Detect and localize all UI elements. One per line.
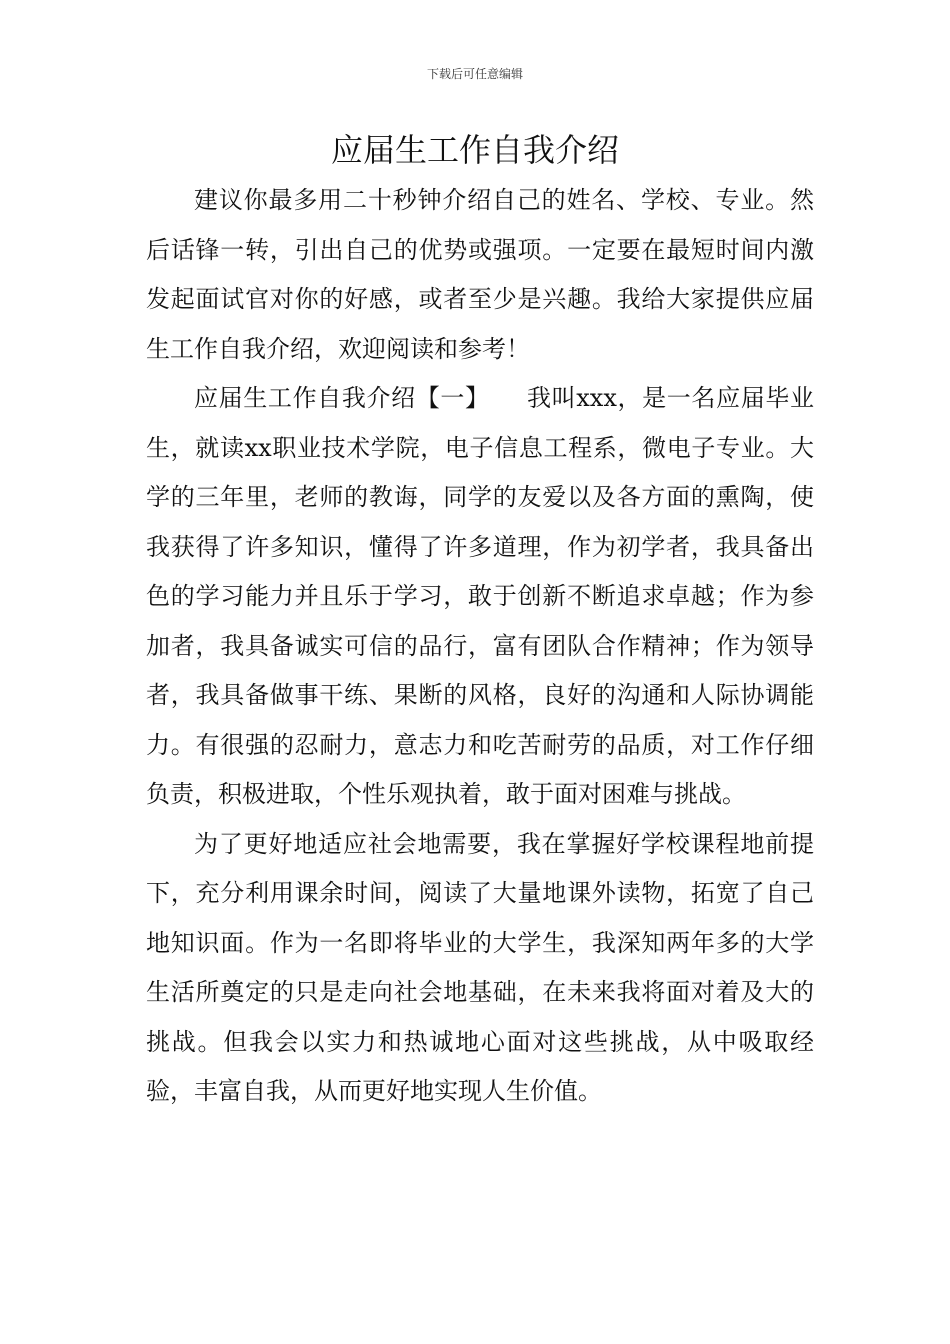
document-title: 应届生工作自我介绍 [330,131,619,169]
paragraph-intro: 建议你最多用二十秒钟介绍自己的姓名、学校、专业。然后话锋一转，引出自己的优势或强项。一定要在最短时间内激发起面试官对你的好感，或者至少是兴趣。我给大家提供应届生工作自我介绍，欢迎阅读和参考！ [146,186,814,363]
header-note: 下载后可任意编辑 [426,67,523,81]
paragraph-future-plans: 为了更好地适应社会地需要，我在掌握好学校课程地前提下，充分利用课余时间，阅读了大量地课外读物，拓宽了自己地知识面。作为一名即将毕业的大学生，我深知两年多的大学生活所奠定的只是走向社会地基础，在未来我将面对着及大的挑战。但我会以实力和热诚地心面对这些挑战，从中吸取经验，丰富自我，从而更好地实现人生价值。 [146,829,814,1105]
document-body [146,176,814,1117]
paragraph-self-introduction: 应届生工作自我介绍【一】 我叫xxx，是一名应届毕业生，就读xx职业技术学院，电子信息工程系，微电子专业。大学的三年里，老师的教诲，同学的友爱以及各方面的熏陶，使我获得了许多知识，懂得了许多道理，作为初学者，我具备出色的学习能力并且乐于学习，敢于创新不断追求卓越；作为参加者，我具备诚实可信的品行，富有团队合作精神；作为领导者，我具备做事干练、果断的风格，良好的沟通和人际协调能力。有很强的忍耐力，意志力和吃苦耐劳的品质，对工作仔细负责，积极进取，个性乐观执着，敢于面对困难与挑战。 [146,384,814,808]
